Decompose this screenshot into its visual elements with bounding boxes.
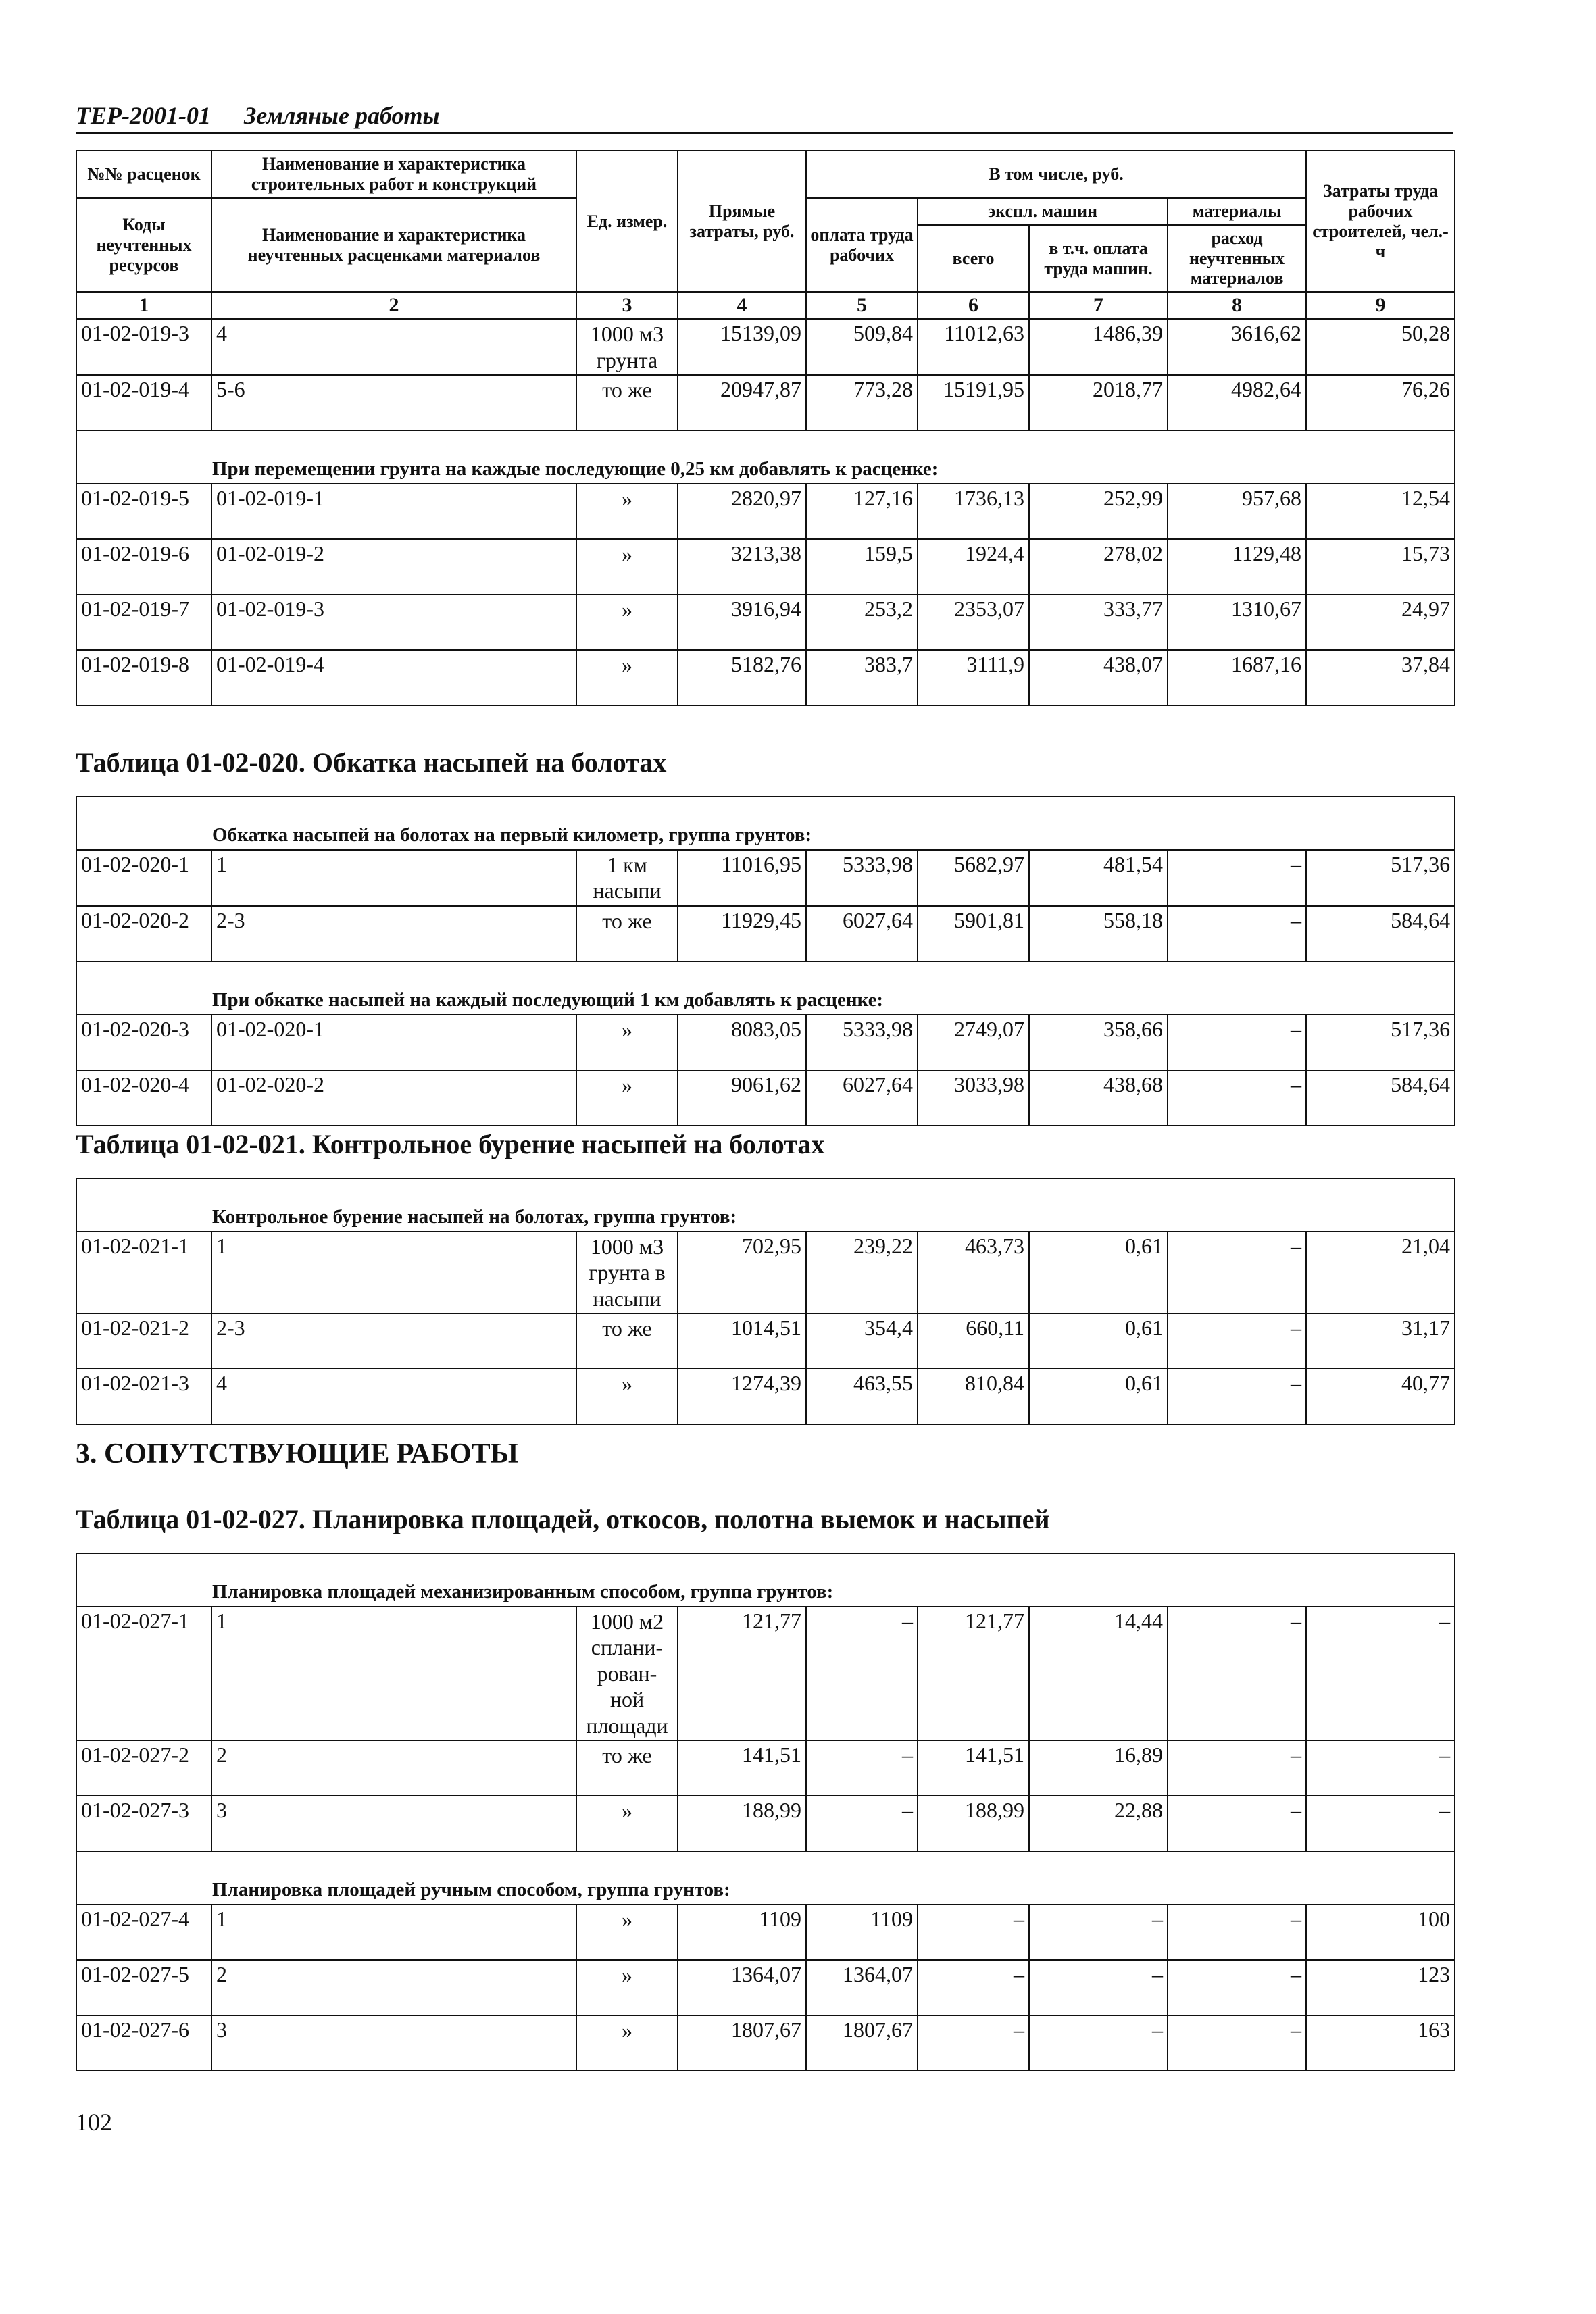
row-mach: – xyxy=(918,1960,1029,2015)
row-name: 1 xyxy=(211,850,576,906)
row-mach: 1736,13 xyxy=(918,484,1029,539)
row-unit: » xyxy=(576,1015,678,1070)
row-unit: 1000 м3 грунта в насыпи xyxy=(576,1232,678,1313)
row-labor: – xyxy=(1306,1796,1455,1851)
section-heading: Планировка площадей механизированным способом, группа грунтов: xyxy=(76,1553,1455,1607)
row-unit: » xyxy=(576,1960,678,2015)
table-row xyxy=(76,595,1455,650)
row-unit: 1000 м2 сплани- рован- ной площади xyxy=(576,1607,678,1740)
col-number: 2 xyxy=(211,292,576,319)
row-unit: то же xyxy=(576,1740,678,1796)
row-unit: » xyxy=(576,2015,678,2071)
section-heading: Обкатка насыпей на болотах на первый километр, группа грунтов: xyxy=(76,797,1455,850)
row-labor: 24,97 xyxy=(1306,595,1455,650)
row-code: 01-02-020-1 xyxy=(76,850,211,906)
row-name: 1 xyxy=(211,1607,576,1740)
row-mach: 2749,07 xyxy=(918,1015,1029,1070)
row-code: 01-02-027-1 xyxy=(76,1607,211,1740)
col-number: 5 xyxy=(806,292,918,319)
row-direct: 11929,45 xyxy=(678,906,806,961)
row-mach: 660,11 xyxy=(918,1313,1029,1369)
row-labor: 163 xyxy=(1306,2015,1455,2071)
row-mach-wage: 252,99 xyxy=(1029,484,1168,539)
row-wage: 509,84 xyxy=(806,319,918,375)
row-labor: – xyxy=(1306,1740,1455,1796)
row-unit: 1 км насыпи xyxy=(576,850,678,906)
row-code: 01-02-027-5 xyxy=(76,1960,211,2015)
row-unit: » xyxy=(576,1369,678,1424)
row-name: 2 xyxy=(211,1960,576,2015)
row-mach-wage: 1486,39 xyxy=(1029,319,1168,375)
col-number: 6 xyxy=(918,292,1029,319)
row-mach: 141,51 xyxy=(918,1740,1029,1796)
row-name: 01-02-019-1 xyxy=(211,484,576,539)
section-heading: Контрольное бурение насыпей на болотах, группа грунтов: xyxy=(76,1178,1455,1232)
table-row xyxy=(76,1607,1455,1740)
row-mat: – xyxy=(1168,1070,1306,1126)
table-01-02-019 xyxy=(76,150,1455,706)
col-number: 4 xyxy=(678,292,806,319)
col-header-mat-use: расход неучтенных материалов xyxy=(1168,225,1306,293)
row-direct: 5182,76 xyxy=(678,650,806,705)
col-number: 3 xyxy=(576,292,678,319)
row-unit: 1000 м3 грунта xyxy=(576,319,678,375)
row-labor: 584,64 xyxy=(1306,1070,1455,1126)
row-mat: – xyxy=(1168,1232,1306,1313)
table-01-02-027 xyxy=(76,1553,1455,2071)
row-name: 2-3 xyxy=(211,906,576,961)
col-header-code: №№ расценок xyxy=(76,151,211,198)
table-row xyxy=(76,1015,1455,1070)
row-direct: 9061,62 xyxy=(678,1070,806,1126)
row-unit: » xyxy=(576,1905,678,1960)
row-direct: 3213,38 xyxy=(678,539,806,595)
doc-subtitle: Земляные работы xyxy=(243,102,440,129)
row-mach: – xyxy=(918,1905,1029,1960)
row-name: 01-02-019-4 xyxy=(211,650,576,705)
row-wage: – xyxy=(806,1607,918,1740)
row-direct: 1014,51 xyxy=(678,1313,806,1369)
row-wage: – xyxy=(806,1796,918,1851)
row-wage: 1109 xyxy=(806,1905,918,1960)
row-labor: 517,36 xyxy=(1306,850,1455,906)
row-code: 01-02-021-2 xyxy=(76,1313,211,1369)
row-code: 01-02-020-4 xyxy=(76,1070,211,1126)
row-mat: – xyxy=(1168,1369,1306,1424)
row-unit: » xyxy=(576,539,678,595)
row-wage: 253,2 xyxy=(806,595,918,650)
col-header-wage: оплата труда рабочих xyxy=(806,198,918,293)
table-row xyxy=(76,1905,1455,1960)
row-code: 01-02-019-3 xyxy=(76,319,211,375)
row-wage: 6027,64 xyxy=(806,1070,918,1126)
row-mach-wage: 16,89 xyxy=(1029,1740,1168,1796)
row-mach: 15191,95 xyxy=(918,375,1029,430)
row-mach: 5901,81 xyxy=(918,906,1029,961)
row-mat: 957,68 xyxy=(1168,484,1306,539)
section-heading: Планировка площадей ручным способом, группа грунтов: xyxy=(76,1851,1455,1905)
row-mat: – xyxy=(1168,1960,1306,2015)
table-row xyxy=(76,1369,1455,1424)
row-labor: 40,77 xyxy=(1306,1369,1455,1424)
row-code: 01-02-019-4 xyxy=(76,375,211,430)
row-direct: 702,95 xyxy=(678,1232,806,1313)
row-wage: 5333,98 xyxy=(806,850,918,906)
row-mach: 463,73 xyxy=(918,1232,1029,1313)
row-direct: 3916,94 xyxy=(678,595,806,650)
row-mat: – xyxy=(1168,1015,1306,1070)
row-code: 01-02-020-3 xyxy=(76,1015,211,1070)
row-unit: » xyxy=(576,484,678,539)
row-name: 3 xyxy=(211,2015,576,2071)
row-mach-wage: 481,54 xyxy=(1029,850,1168,906)
row-mach-wage: 438,68 xyxy=(1029,1070,1168,1126)
row-code: 01-02-020-2 xyxy=(76,906,211,961)
row-labor: 21,04 xyxy=(1306,1232,1455,1313)
row-direct: 20947,87 xyxy=(678,375,806,430)
row-name: 01-02-020-2 xyxy=(211,1070,576,1126)
row-wage: 159,5 xyxy=(806,539,918,595)
row-mach-wage: 14,44 xyxy=(1029,1607,1168,1740)
row-mach-wage: 0,61 xyxy=(1029,1369,1168,1424)
col-header-unit: Ед. измер. xyxy=(576,151,678,292)
row-unit: » xyxy=(576,650,678,705)
table-row xyxy=(76,539,1455,595)
row-mach-wage: – xyxy=(1029,2015,1168,2071)
row-mach-wage: 0,61 xyxy=(1029,1232,1168,1313)
row-wage: 1807,67 xyxy=(806,2015,918,2071)
row-unit: » xyxy=(576,1070,678,1126)
table-row xyxy=(76,1070,1455,1126)
row-mat: – xyxy=(1168,850,1306,906)
table-01-02-021 xyxy=(76,1178,1455,1425)
col-number: 1 xyxy=(76,292,211,319)
col-header-materials: материалы xyxy=(1168,198,1306,225)
col-header-direct: Прямые затраты, руб. xyxy=(678,151,806,292)
row-mach-wage: – xyxy=(1029,1960,1168,2015)
row-direct: 1807,67 xyxy=(678,2015,806,2071)
row-mat: – xyxy=(1168,1313,1306,1369)
table-title: Таблица 01-02-021. Контрольное бурение насыпей на болотах xyxy=(76,1129,825,1159)
row-mat: – xyxy=(1168,2015,1306,2071)
row-mach-wage: 438,07 xyxy=(1029,650,1168,705)
row-wage: 463,55 xyxy=(806,1369,918,1424)
table-row xyxy=(76,1232,1455,1313)
row-mat: – xyxy=(1168,1740,1306,1796)
row-wage: 383,7 xyxy=(806,650,918,705)
row-name: 4 xyxy=(211,1369,576,1424)
table-01-02-020 xyxy=(76,796,1455,1126)
row-mach: 5682,97 xyxy=(918,850,1029,906)
row-code: 01-02-027-4 xyxy=(76,1905,211,1960)
row-labor: 31,17 xyxy=(1306,1313,1455,1369)
col-header-machines: экспл. машин xyxy=(918,198,1168,225)
row-name: 5-6 xyxy=(211,375,576,430)
row-mat: 1310,67 xyxy=(1168,595,1306,650)
row-direct: 1109 xyxy=(678,1905,806,1960)
row-direct: 1274,39 xyxy=(678,1369,806,1424)
col-header-mach-wage: в т.ч. оплата труда машин. xyxy=(1029,225,1168,293)
section-heading: При обкатке насыпей на каждый последующий 1 км добавлять к расценке: xyxy=(76,961,1455,1015)
table-row xyxy=(76,906,1455,961)
row-mat: – xyxy=(1168,906,1306,961)
table-row xyxy=(76,1960,1455,2015)
row-labor: 12,54 xyxy=(1306,484,1455,539)
row-code: 01-02-021-3 xyxy=(76,1369,211,1424)
row-code: 01-02-027-3 xyxy=(76,1796,211,1851)
row-labor: 100 xyxy=(1306,1905,1455,1960)
row-name: 01-02-020-1 xyxy=(211,1015,576,1070)
row-unit: то же xyxy=(576,1313,678,1369)
row-mach-wage: 358,66 xyxy=(1029,1015,1168,1070)
row-wage: 6027,64 xyxy=(806,906,918,961)
row-mach: 11012,63 xyxy=(918,319,1029,375)
section-heading: При перемещении грунта на каждые последующие 0,25 км добавлять к расценке: xyxy=(76,430,1455,484)
row-unit: » xyxy=(576,595,678,650)
row-mach-wage: 22,88 xyxy=(1029,1796,1168,1851)
section-title: 3. СОПУТСТВУЮЩИЕ РАБОТЫ xyxy=(76,1438,518,1469)
table-row xyxy=(76,1740,1455,1796)
page-number: 102 xyxy=(76,2109,112,2136)
row-unit: то же xyxy=(576,375,678,430)
row-direct: 1364,07 xyxy=(678,1960,806,2015)
row-labor: 76,26 xyxy=(1306,375,1455,430)
row-mach-wage: 2018,77 xyxy=(1029,375,1168,430)
table-row xyxy=(76,375,1455,430)
row-mach: 3111,9 xyxy=(918,650,1029,705)
row-code: 01-02-027-2 xyxy=(76,1740,211,1796)
row-mat: – xyxy=(1168,1905,1306,1960)
row-unit: то же xyxy=(576,906,678,961)
row-mat: 3616,62 xyxy=(1168,319,1306,375)
row-labor: 584,64 xyxy=(1306,906,1455,961)
row-code: 01-02-019-5 xyxy=(76,484,211,539)
row-unit: » xyxy=(576,1796,678,1851)
table-title: Таблица 01-02-027. Планировка площадей, откосов, полотна выемок и насыпей xyxy=(76,1504,1050,1534)
row-mach: 3033,98 xyxy=(918,1070,1029,1126)
row-mat: – xyxy=(1168,1607,1306,1740)
row-mach-wage: 0,61 xyxy=(1029,1313,1168,1369)
row-name: 2-3 xyxy=(211,1313,576,1369)
row-direct: 188,99 xyxy=(678,1796,806,1851)
row-name: 1 xyxy=(211,1905,576,1960)
col-header-incl: В том числе, руб. xyxy=(806,151,1306,198)
row-name: 1 xyxy=(211,1232,576,1313)
row-mach-wage: 558,18 xyxy=(1029,906,1168,961)
row-code: 01-02-019-8 xyxy=(76,650,211,705)
col-header-name: Наименование и характеристика строительных работ и конструкций xyxy=(211,151,576,198)
row-code: 01-02-027-6 xyxy=(76,2015,211,2071)
page-header xyxy=(76,101,1453,134)
row-labor: 15,73 xyxy=(1306,539,1455,595)
row-labor: – xyxy=(1306,1607,1455,1740)
row-mat: 1129,48 xyxy=(1168,539,1306,595)
col-header-material-name: Наименование и характеристика неучтенных расценками материалов xyxy=(211,198,576,293)
col-header-resource-code: Коды неучтенных ресурсов xyxy=(76,198,211,293)
col-header-labor: Затраты труда рабочих строителей, чел.-ч xyxy=(1306,151,1455,292)
table-row xyxy=(76,650,1455,705)
row-direct: 141,51 xyxy=(678,1740,806,1796)
row-name: 01-02-019-2 xyxy=(211,539,576,595)
row-mach-wage: 333,77 xyxy=(1029,595,1168,650)
row-wage: 239,22 xyxy=(806,1232,918,1313)
row-code: 01-02-019-6 xyxy=(76,539,211,595)
row-name: 2 xyxy=(211,1740,576,1796)
row-wage: 127,16 xyxy=(806,484,918,539)
doc-code: ТЕР-2001-01 xyxy=(76,102,211,129)
row-mach: – xyxy=(918,2015,1029,2071)
row-direct: 11016,95 xyxy=(678,850,806,906)
row-direct: 8083,05 xyxy=(678,1015,806,1070)
row-labor: 123 xyxy=(1306,1960,1455,2015)
row-mach: 2353,07 xyxy=(918,595,1029,650)
row-labor: 50,28 xyxy=(1306,319,1455,375)
row-wage: 773,28 xyxy=(806,375,918,430)
row-name: 01-02-019-3 xyxy=(211,595,576,650)
row-mach: 188,99 xyxy=(918,1796,1029,1851)
table-row xyxy=(76,1796,1455,1851)
row-mat: 1687,16 xyxy=(1168,650,1306,705)
row-wage: 5333,98 xyxy=(806,1015,918,1070)
row-wage: – xyxy=(806,1740,918,1796)
table-title: Таблица 01-02-020. Обкатка насыпей на болотах xyxy=(76,747,667,778)
row-wage: 1364,07 xyxy=(806,1960,918,2015)
row-code: 01-02-019-7 xyxy=(76,595,211,650)
row-direct: 2820,97 xyxy=(678,484,806,539)
col-header-mach-total: всего xyxy=(918,225,1029,293)
row-mach: 121,77 xyxy=(918,1607,1029,1740)
row-name: 3 xyxy=(211,1796,576,1851)
table-row xyxy=(76,2015,1455,2071)
row-mach-wage: 278,02 xyxy=(1029,539,1168,595)
row-code: 01-02-021-1 xyxy=(76,1232,211,1313)
col-number: 7 xyxy=(1029,292,1168,319)
row-mat: – xyxy=(1168,1796,1306,1851)
row-labor: 37,84 xyxy=(1306,650,1455,705)
row-mach: 1924,4 xyxy=(918,539,1029,595)
row-mat: 4982,64 xyxy=(1168,375,1306,430)
table-row xyxy=(76,484,1455,539)
table-row xyxy=(76,1313,1455,1369)
row-mach: 810,84 xyxy=(918,1369,1029,1424)
row-direct: 121,77 xyxy=(678,1607,806,1740)
row-mach-wage: – xyxy=(1029,1905,1168,1960)
table-row xyxy=(76,319,1455,375)
row-direct: 15139,09 xyxy=(678,319,806,375)
col-number: 8 xyxy=(1168,292,1306,319)
col-number: 9 xyxy=(1306,292,1455,319)
table-row xyxy=(76,850,1455,906)
row-name: 4 xyxy=(211,319,576,375)
row-wage: 354,4 xyxy=(806,1313,918,1369)
row-labor: 517,36 xyxy=(1306,1015,1455,1070)
